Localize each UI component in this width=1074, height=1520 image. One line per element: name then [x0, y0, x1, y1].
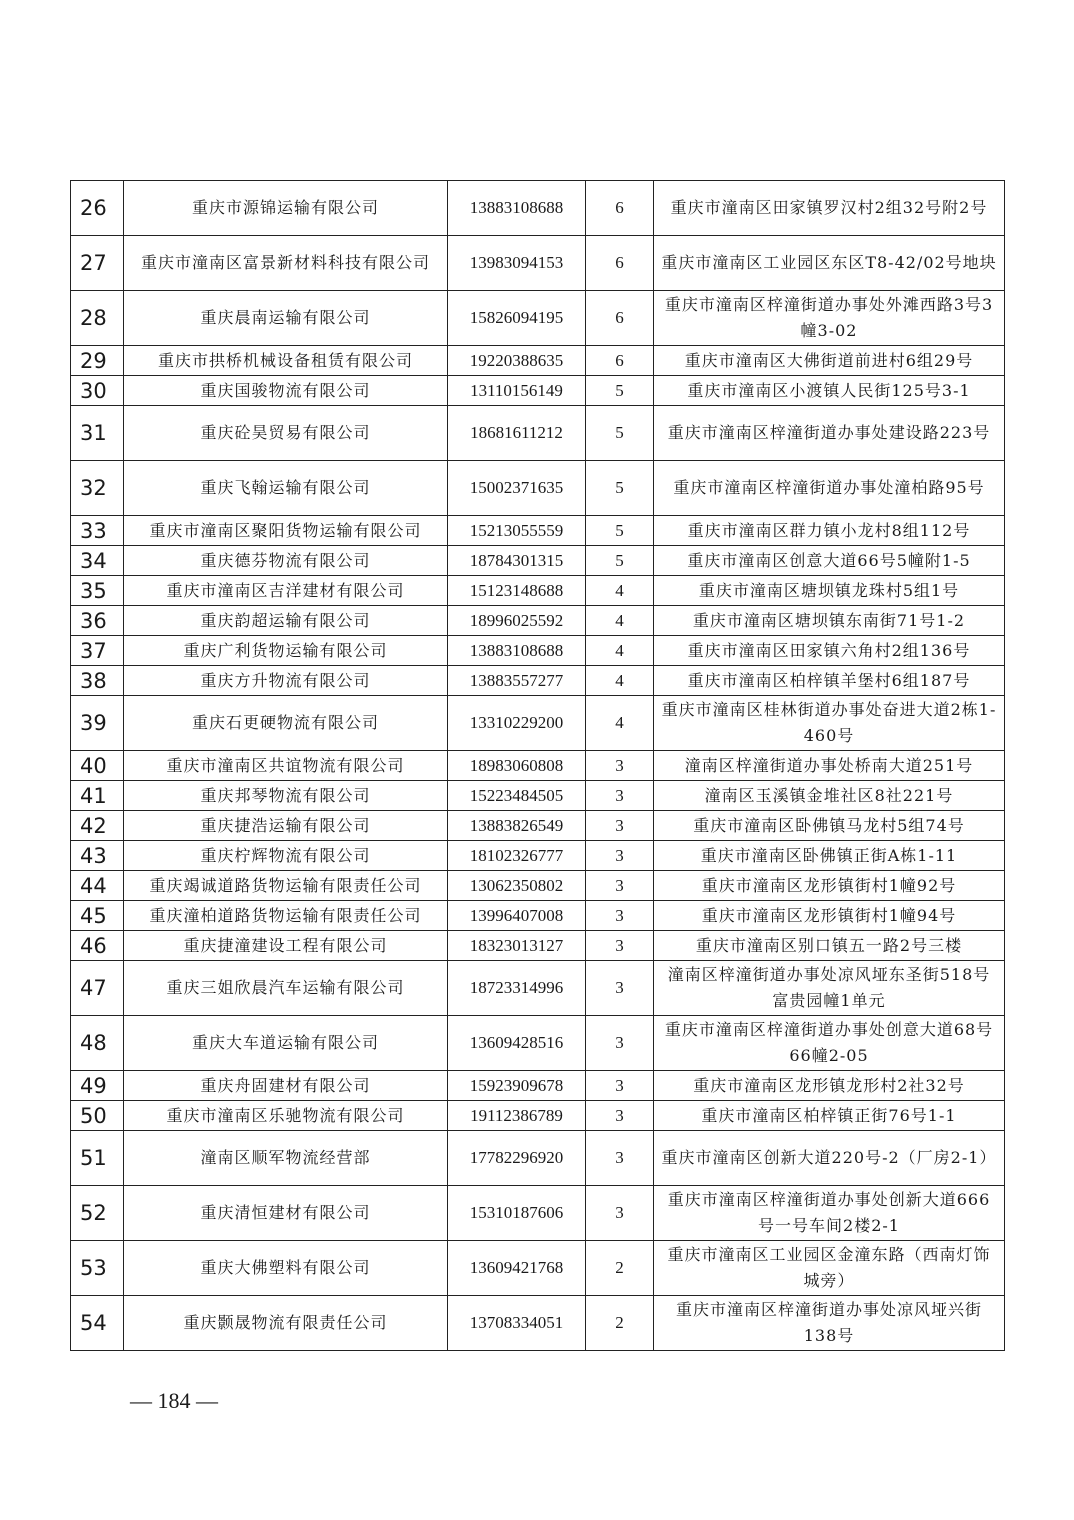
table-row — [71, 871, 1005, 901]
phone-number: 13609428516 — [448, 1016, 586, 1071]
company-name: 重庆三姐欣晨汽车运输有限公司 — [124, 961, 448, 1016]
table-row — [71, 841, 1005, 871]
company-name: 潼南区顺军物流经营部 — [124, 1131, 448, 1186]
vehicle-count: 2 — [586, 1241, 654, 1296]
company-name: 重庆市源锦运输有限公司 — [124, 181, 448, 236]
vehicle-count: 3 — [586, 1071, 654, 1101]
company-address: 潼南区玉溪镇金堆社区8社221号 — [654, 781, 1005, 811]
row-number: 43 — [71, 841, 124, 871]
row-number: 44 — [71, 871, 124, 901]
vehicle-count: 4 — [586, 576, 654, 606]
row-number: 37 — [71, 636, 124, 666]
company-name: 重庆方升物流有限公司 — [124, 666, 448, 696]
vehicle-count: 3 — [586, 931, 654, 961]
table-row — [71, 781, 1005, 811]
phone-number: 13883108688 — [448, 181, 586, 236]
page-number: — 184 — — [130, 1388, 218, 1413]
table-row — [71, 1016, 1005, 1071]
company-address: 重庆市潼南区创新大道220号-2（厂房2-1） — [654, 1131, 1005, 1186]
row-number: 33 — [71, 516, 124, 546]
table-row — [71, 236, 1005, 291]
vehicle-count: 3 — [586, 1186, 654, 1241]
table-row — [71, 901, 1005, 931]
company-name: 重庆市潼南区富景新材料科技有限公司 — [124, 236, 448, 291]
company-name: 重庆石更硬物流有限公司 — [124, 696, 448, 751]
company-address: 重庆市潼南区工业园区金潼东路（西南灯饰城旁） — [654, 1241, 1005, 1296]
row-number: 42 — [71, 811, 124, 841]
row-number: 45 — [71, 901, 124, 931]
table-row — [71, 666, 1005, 696]
row-number: 51 — [71, 1131, 124, 1186]
company-address: 潼南区梓潼街道办事处凉风垭东圣街518号富贵园幢1单元 — [654, 961, 1005, 1016]
company-name: 重庆柠辉物流有限公司 — [124, 841, 448, 871]
vehicle-count: 4 — [586, 666, 654, 696]
company-address: 重庆市潼南区卧佛镇正街A栋1-11 — [654, 841, 1005, 871]
phone-number: 15310187606 — [448, 1186, 586, 1241]
phone-number: 18681611212 — [448, 406, 586, 461]
row-number: 28 — [71, 291, 124, 346]
row-number: 39 — [71, 696, 124, 751]
company-name: 重庆德芬物流有限公司 — [124, 546, 448, 576]
company-table — [70, 180, 1005, 1351]
table-row — [71, 1241, 1005, 1296]
company-address: 重庆市潼南区龙形镇街村1幢94号 — [654, 901, 1005, 931]
table-row — [71, 291, 1005, 346]
phone-number: 13110156149 — [448, 376, 586, 406]
phone-number: 13883826549 — [448, 811, 586, 841]
row-number: 53 — [71, 1241, 124, 1296]
row-number: 34 — [71, 546, 124, 576]
company-address: 重庆市潼南区梓潼街道办事处建设路223号 — [654, 406, 1005, 461]
row-number: 27 — [71, 236, 124, 291]
table-row — [71, 1186, 1005, 1241]
phone-number: 13609421768 — [448, 1241, 586, 1296]
vehicle-count: 6 — [586, 291, 654, 346]
company-name: 重庆晨南运输有限公司 — [124, 291, 448, 346]
vehicle-count: 3 — [586, 751, 654, 781]
company-address: 重庆市潼南区柏梓镇羊堡村6组187号 — [654, 666, 1005, 696]
phone-number: 15002371635 — [448, 461, 586, 516]
table-row — [71, 376, 1005, 406]
phone-number: 18723314996 — [448, 961, 586, 1016]
table-body — [71, 181, 1005, 1351]
vehicle-count: 3 — [586, 781, 654, 811]
phone-number: 15826094195 — [448, 291, 586, 346]
phone-number: 18784301315 — [448, 546, 586, 576]
vehicle-count: 3 — [586, 961, 654, 1016]
company-address: 重庆市潼南区梓潼街道办事处潼柏路95号 — [654, 461, 1005, 516]
vehicle-count: 5 — [586, 516, 654, 546]
row-number: 36 — [71, 606, 124, 636]
company-name: 重庆砼昊贸易有限公司 — [124, 406, 448, 461]
phone-number: 19220388635 — [448, 346, 586, 376]
company-address: 重庆市潼南区工业园区东区T8-42/02号地块 — [654, 236, 1005, 291]
company-name: 重庆市拱桥机械设备租赁有限公司 — [124, 346, 448, 376]
company-name: 重庆邦琴物流有限公司 — [124, 781, 448, 811]
phone-number: 13883108688 — [448, 636, 586, 666]
table-row — [71, 931, 1005, 961]
row-number: 54 — [71, 1296, 124, 1351]
row-number: 52 — [71, 1186, 124, 1241]
table-row — [71, 1131, 1005, 1186]
vehicle-count: 5 — [586, 406, 654, 461]
row-number: 31 — [71, 406, 124, 461]
table-row — [71, 546, 1005, 576]
phone-number: 19112386789 — [448, 1101, 586, 1131]
company-name: 重庆市潼南区共谊物流有限公司 — [124, 751, 448, 781]
table-row — [71, 1101, 1005, 1131]
company-name: 重庆市潼南区聚阳货物运输有限公司 — [124, 516, 448, 546]
vehicle-count: 2 — [586, 1296, 654, 1351]
row-number: 50 — [71, 1101, 124, 1131]
company-address: 潼南区梓潼街道办事处桥南大道251号 — [654, 751, 1005, 781]
row-number: 49 — [71, 1071, 124, 1101]
table-row — [71, 461, 1005, 516]
phone-number: 13310229200 — [448, 696, 586, 751]
phone-number: 15123148688 — [448, 576, 586, 606]
company-name: 重庆清恒建材有限公司 — [124, 1186, 448, 1241]
vehicle-count: 6 — [586, 236, 654, 291]
phone-number: 18323013127 — [448, 931, 586, 961]
company-address: 重庆市潼南区桂林街道办事处奋进大道2栋1-460号 — [654, 696, 1005, 751]
company-address: 重庆市潼南区梓潼街道办事处创意大道68号66幢2-05 — [654, 1016, 1005, 1071]
company-address: 重庆市潼南区田家镇罗汉村2组32号附2号 — [654, 181, 1005, 236]
phone-number: 13062350802 — [448, 871, 586, 901]
vehicle-count: 3 — [586, 1016, 654, 1071]
vehicle-count: 3 — [586, 871, 654, 901]
company-name: 重庆大佛塑料有限公司 — [124, 1241, 448, 1296]
row-number: 30 — [71, 376, 124, 406]
company-name: 重庆捷浩运输有限公司 — [124, 811, 448, 841]
company-address: 重庆市潼南区群力镇小龙村8组112号 — [654, 516, 1005, 546]
vehicle-count: 4 — [586, 636, 654, 666]
company-name: 重庆市潼南区吉洋建材有限公司 — [124, 576, 448, 606]
vehicle-count: 5 — [586, 461, 654, 516]
vehicle-count: 3 — [586, 811, 654, 841]
vehicle-count: 5 — [586, 376, 654, 406]
table-row — [71, 636, 1005, 666]
row-number: 26 — [71, 181, 124, 236]
table-row — [71, 406, 1005, 461]
phone-number: 18102326777 — [448, 841, 586, 871]
vehicle-count: 3 — [586, 901, 654, 931]
phone-number: 15223484505 — [448, 781, 586, 811]
company-address: 重庆市潼南区大佛街道前进村6组29号 — [654, 346, 1005, 376]
company-address: 重庆市潼南区创意大道66号5幢附1-5 — [654, 546, 1005, 576]
table-row — [71, 346, 1005, 376]
vehicle-count: 5 — [586, 546, 654, 576]
phone-number: 13708334051 — [448, 1296, 586, 1351]
phone-number: 17782296920 — [448, 1131, 586, 1186]
company-address: 重庆市潼南区别口镇五一路2号三楼 — [654, 931, 1005, 961]
vehicle-count: 6 — [586, 346, 654, 376]
company-name: 重庆大车道运输有限公司 — [124, 1016, 448, 1071]
company-name: 重庆潼柏道路货物运输有限责任公司 — [124, 901, 448, 931]
table-row — [71, 606, 1005, 636]
row-number: 46 — [71, 931, 124, 961]
company-address: 重庆市潼南区梓潼街道办事处外滩西路3号3幢3-02 — [654, 291, 1005, 346]
company-name: 重庆市潼南区乐驰物流有限公司 — [124, 1101, 448, 1131]
table-row — [71, 516, 1005, 546]
phone-number: 18996025592 — [448, 606, 586, 636]
company-name: 重庆捷潼建设工程有限公司 — [124, 931, 448, 961]
phone-number: 13996407008 — [448, 901, 586, 931]
company-address: 重庆市潼南区塘坝镇龙珠村5组1号 — [654, 576, 1005, 606]
row-number: 47 — [71, 961, 124, 1016]
table-row — [71, 576, 1005, 606]
phone-number: 13983094153 — [448, 236, 586, 291]
company-name: 重庆广利货物运输有限公司 — [124, 636, 448, 666]
company-address: 重庆市潼南区龙形镇龙形村2社32号 — [654, 1071, 1005, 1101]
table-row — [71, 811, 1005, 841]
row-number: 35 — [71, 576, 124, 606]
row-number: 48 — [71, 1016, 124, 1071]
row-number: 32 — [71, 461, 124, 516]
phone-number: 15923909678 — [448, 1071, 586, 1101]
table-row — [71, 1296, 1005, 1351]
row-number: 41 — [71, 781, 124, 811]
company-address: 重庆市潼南区小渡镇人民街125号3-1 — [654, 376, 1005, 406]
company-address: 重庆市潼南区塘坝镇东南街71号1-2 — [654, 606, 1005, 636]
company-address: 重庆市潼南区田家镇六角村2组136号 — [654, 636, 1005, 666]
row-number: 38 — [71, 666, 124, 696]
row-number: 40 — [71, 751, 124, 781]
table-row — [71, 696, 1005, 751]
company-address: 重庆市潼南区卧佛镇马龙村5组74号 — [654, 811, 1005, 841]
row-number: 29 — [71, 346, 124, 376]
phone-number: 15213055559 — [448, 516, 586, 546]
company-address: 重庆市潼南区柏梓镇正街76号1-1 — [654, 1101, 1005, 1131]
vehicle-count: 6 — [586, 181, 654, 236]
company-name: 重庆颢晟物流有限责任公司 — [124, 1296, 448, 1351]
vehicle-count: 4 — [586, 696, 654, 751]
company-address: 重庆市潼南区梓潼街道办事处凉风垭兴街138号 — [654, 1296, 1005, 1351]
phone-number: 13883557277 — [448, 666, 586, 696]
table-row — [71, 1071, 1005, 1101]
phone-number: 18983060808 — [448, 751, 586, 781]
table-row — [71, 751, 1005, 781]
table-row — [71, 961, 1005, 1016]
company-address: 重庆市潼南区龙形镇街村1幢92号 — [654, 871, 1005, 901]
vehicle-count: 3 — [586, 841, 654, 871]
vehicle-count: 3 — [586, 1131, 654, 1186]
company-name: 重庆韵超运输有限公司 — [124, 606, 448, 636]
vehicle-count: 4 — [586, 606, 654, 636]
company-name: 重庆竭诚道路货物运输有限责任公司 — [124, 871, 448, 901]
vehicle-count: 3 — [586, 1101, 654, 1131]
company-name: 重庆飞翰运输有限公司 — [124, 461, 448, 516]
company-name: 重庆国骏物流有限公司 — [124, 376, 448, 406]
company-name: 重庆舟固建材有限公司 — [124, 1071, 448, 1101]
company-address: 重庆市潼南区梓潼街道办事处创新大道666号一号车间2楼2-1 — [654, 1186, 1005, 1241]
table-row — [71, 181, 1005, 236]
